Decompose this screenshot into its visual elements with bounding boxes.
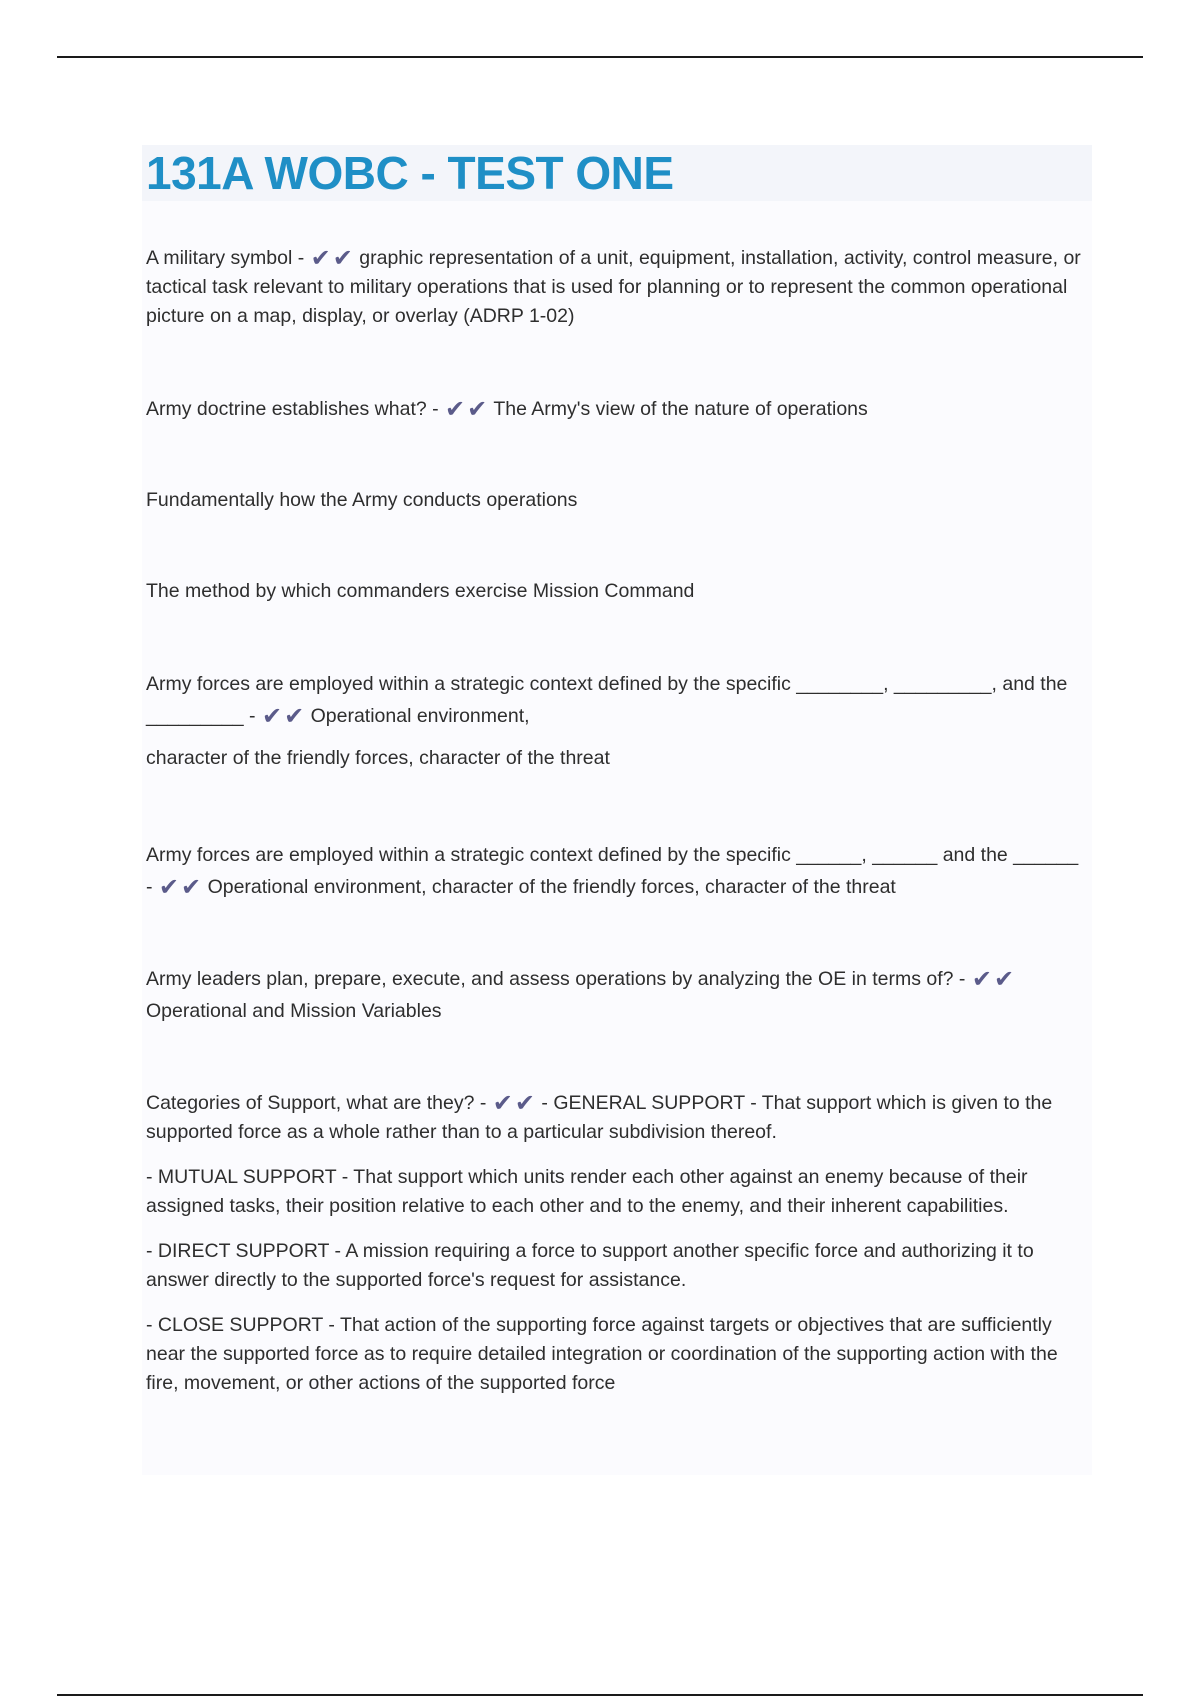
qa-prompt: Army leaders plan, prepare, execute, and assess operations by analyzing the OE in terms of? -	[146, 968, 966, 990]
qa-prompt: Army forces are employed within a strategic context defined by the specific ______, ______ and the ______ -	[146, 844, 1079, 898]
qa-answer: - GENERAL SUPPORT - That support which is given to the supported force as a whole rather than to a particular subdivision thereof.	[146, 1092, 1053, 1143]
qa-item	[146, 839, 1086, 903]
checkmark-icon: ✔	[310, 245, 331, 272]
qa-answer: Operational environment, character of the friendly forces, character of the threat	[207, 876, 896, 898]
checkmark-icon: ✔	[332, 245, 353, 272]
page-title: 131A WOBC - TEST ONE	[146, 147, 674, 199]
checkmark-icon: ✔	[261, 703, 283, 730]
checkmark-icon: ✔	[514, 1090, 535, 1117]
qa-text: Fundamentally how the Army conducts operations	[146, 489, 578, 511]
support-item-text: - CLOSE SUPPORT - That action of the supporting force against targets or objectives that are sufficiently near the supported force as to require detailed integration or coordination of the supporting action with the fire, movement, or other actions of the supported force	[146, 1314, 1058, 1394]
checkmark-icon: ✔	[445, 396, 466, 423]
support-item	[146, 1237, 1086, 1295]
qa-prompt: Army forces are employed within a strategic context defined by the specific ________, _________, and the _________ -	[146, 673, 1068, 727]
qa-prompt: Categories of Support, what are they? -	[146, 1092, 487, 1114]
qa-answer: Operational environment,	[310, 705, 530, 727]
support-item-text: - MUTUAL SUPPORT - That support which units render each other against an enemy because of their assigned tasks, their position relative to each other and to the enemy, and their inherent capabilities.	[146, 1166, 1028, 1217]
qa-item	[146, 668, 1086, 732]
qa-item	[146, 963, 1086, 1027]
qa-prompt: A military symbol -	[146, 247, 305, 269]
checkmark-icon: ✔	[993, 966, 1015, 993]
checkmark-icon: ✔	[181, 874, 202, 901]
qa-continuation-text: character of the friendly forces, character of the threat	[146, 747, 610, 769]
qa-item	[146, 486, 1086, 515]
qa-answer: Operational and Mission Variables	[146, 1000, 442, 1022]
checkmark-icon: ✔	[467, 396, 488, 423]
qa-body	[142, 244, 1092, 1398]
checkmark-icon: ✔	[284, 703, 305, 730]
checkmark-icon: ✔	[492, 1090, 513, 1117]
qa-answer: graphic representation of a unit, equipment, installation, activity, control measure, or tactical task relevant to military operations that is used for planning or to represent the common operational picture on a map, display, or overlay (ADRP 1-02)	[146, 247, 1081, 327]
title-bar	[142, 145, 1092, 201]
checkmark-icon: ✔	[158, 874, 180, 901]
qa-item	[146, 577, 1086, 606]
qa-item	[146, 244, 1086, 331]
support-item	[146, 1311, 1086, 1398]
qa-continuation	[146, 744, 1086, 773]
qa-text: The method by which commanders exercise Mission Command	[146, 580, 695, 602]
top-rule	[57, 56, 1143, 58]
page-content	[142, 145, 1092, 1475]
support-item	[146, 1163, 1086, 1221]
qa-prompt: Army doctrine establishes what? -	[146, 398, 439, 420]
qa-item	[146, 1089, 1086, 1147]
support-item-text: - DIRECT SUPPORT - A mission requiring a force to support another specific force and authorizing it to answer directly to the supported force's request for assistance.	[146, 1240, 1034, 1291]
checkmark-icon: ✔	[971, 966, 992, 993]
bottom-rule	[57, 1694, 1143, 1696]
qa-answer: The Army's view of the nature of operations	[493, 398, 868, 420]
qa-item	[146, 395, 1086, 424]
